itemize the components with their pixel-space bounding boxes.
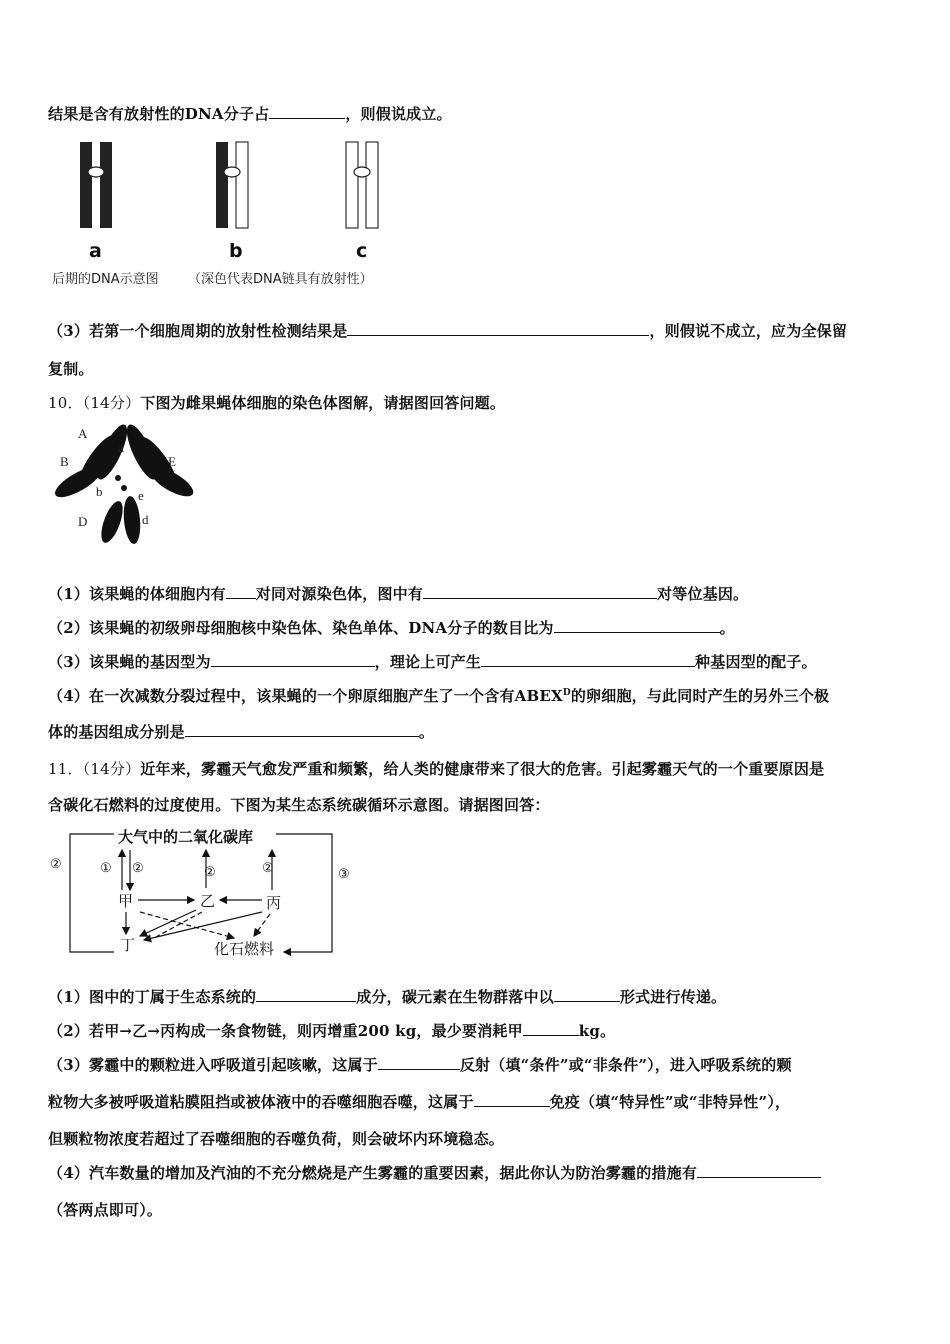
gene-E: E <box>168 454 176 469</box>
q11-p3: （3）雾霾中的颗粒进入呼吸道引起咳嗽，这属于 反射（填“条件”或“非条件”），进入呼吸系统的颗 <box>48 1056 792 1074</box>
node-yi: 乙 <box>200 892 216 910</box>
answer-blank[interactable] <box>256 987 356 1002</box>
caption-right: （深色代表DNA链具有放射性） <box>188 272 373 287</box>
q11-p2: （2）若甲→乙→丙构成一条食物链，则丙增重200 kg，最少要消耗甲 kg。 <box>48 1022 616 1040</box>
q11-p1: （1）图中的丁属于生态系统的 成分，碳元素在生物群落中以 形式进行传递。 <box>48 988 727 1006</box>
chromosome-diagram <box>50 420 200 548</box>
q11-p4: （4）汽车数量的增加及汽油的不充分燃烧是产生雾霾的重要因素，据此你认为防治雾霾的措施有 <box>48 1162 821 1183</box>
q11-p3-end: 但颗粒物浓度若超过了吞噬细胞的吞噬负荷，则会破坏内环境稳态。 <box>48 1130 505 1148</box>
gene-A: A <box>78 426 88 441</box>
q10-p1: （1）该果蝇的体细胞内有 对同对源染色体，图中有 对等位基因。 <box>48 585 749 603</box>
q11-stem-cont: 含碳化石燃料的过度使用。下图为某生态系统碳循环示意图。请据图回答： <box>48 796 550 814</box>
answer-blank[interactable] <box>423 584 657 599</box>
fig-label-a: a <box>89 240 102 262</box>
q11-p3-cont: 粒物大多被呼吸道粘膜阻挡或被体液中的吞噬细胞吞噬，这属于 免疫（填“特异性”或“非特异性”）， <box>48 1093 791 1111</box>
dna-a <box>80 142 112 228</box>
q9-p3-cont: 复制。 <box>48 360 94 378</box>
answer-blank[interactable] <box>554 618 720 633</box>
node-co2-pool: 大气中的二氧化碳库 <box>118 828 254 846</box>
q10-stem: 10．（14分）下图为雌果蝇体细胞的染色体图解，请据图回答问题。 <box>48 394 506 412</box>
node-bing: 丙 <box>266 894 282 912</box>
dna-diagram <box>70 138 390 238</box>
q9-result-line: 结果是含有放射性的DNA分子占 ，则假说成立。 <box>48 105 452 123</box>
carbon-cycle-diagram <box>44 822 364 964</box>
answer-blank[interactable] <box>554 987 620 1002</box>
gene-e: e <box>138 488 144 503</box>
marker-2-left: ② <box>50 857 62 872</box>
answer-blank[interactable] <box>474 1092 550 1107</box>
fig-label-c: c <box>356 240 368 262</box>
q10-p4: （4）在一次减数分裂过程中，该果蝇的一个卵原细胞产生了一个含有$ABEX^D$的卵细胞，与此同时产生的另外三个极 <box>48 687 830 705</box>
answer-blank[interactable] <box>697 1163 821 1178</box>
marker-3: ③ <box>338 867 350 882</box>
node-jia: 甲 <box>118 892 134 910</box>
caption-left: 后期的DNA示意图 <box>52 272 159 287</box>
answer-blank[interactable] <box>481 652 695 667</box>
gene-d: d <box>142 512 149 527</box>
q11-p4-cont: （答两点即可）。 <box>48 1201 163 1219</box>
node-ding: 丁 <box>120 936 136 954</box>
answer-blank[interactable] <box>226 584 256 599</box>
answer-blank[interactable] <box>269 104 345 119</box>
node-fuel: 化石燃料 <box>214 940 275 958</box>
marker-2-a: ② <box>132 861 144 876</box>
dna-b <box>216 142 248 228</box>
marker-2-c: ② <box>262 861 274 876</box>
marker-2-b: ② <box>204 865 216 880</box>
marker-1: ① <box>100 861 112 876</box>
gene-D: D <box>78 514 88 529</box>
fig-label-b: b <box>229 240 243 262</box>
dna-c <box>346 142 378 228</box>
gene-b: b <box>96 484 103 499</box>
answer-blank[interactable] <box>185 722 419 737</box>
q10-p4-cont: 体的基因组成分别是 。 <box>48 723 435 741</box>
q11-stem: 11．（14分）近年来，雾霾天气愈发严重和频繁，给人类的健康带来了很大的危害。引起雾霾天气的一个重要原因是 <box>48 760 825 778</box>
answer-blank[interactable] <box>347 321 649 336</box>
q9-p3: （3）若第一个细胞周期的放射性检测结果是 ，则假说不成立，应为全保留 <box>48 322 848 340</box>
gene-B: B <box>60 454 69 469</box>
gene-a: a <box>118 440 124 455</box>
answer-blank[interactable] <box>211 652 375 667</box>
q10-p3: （3）该果蝇的基因型为 ，理论上可产生 种基因型的配子。 <box>48 653 817 671</box>
answer-blank[interactable] <box>378 1055 460 1070</box>
answer-blank[interactable] <box>523 1021 579 1036</box>
q10-p2: （2）该果蝇的初级卵母细胞核中染色体、染色单体、DNA分子的数目比为 。 <box>48 619 735 637</box>
